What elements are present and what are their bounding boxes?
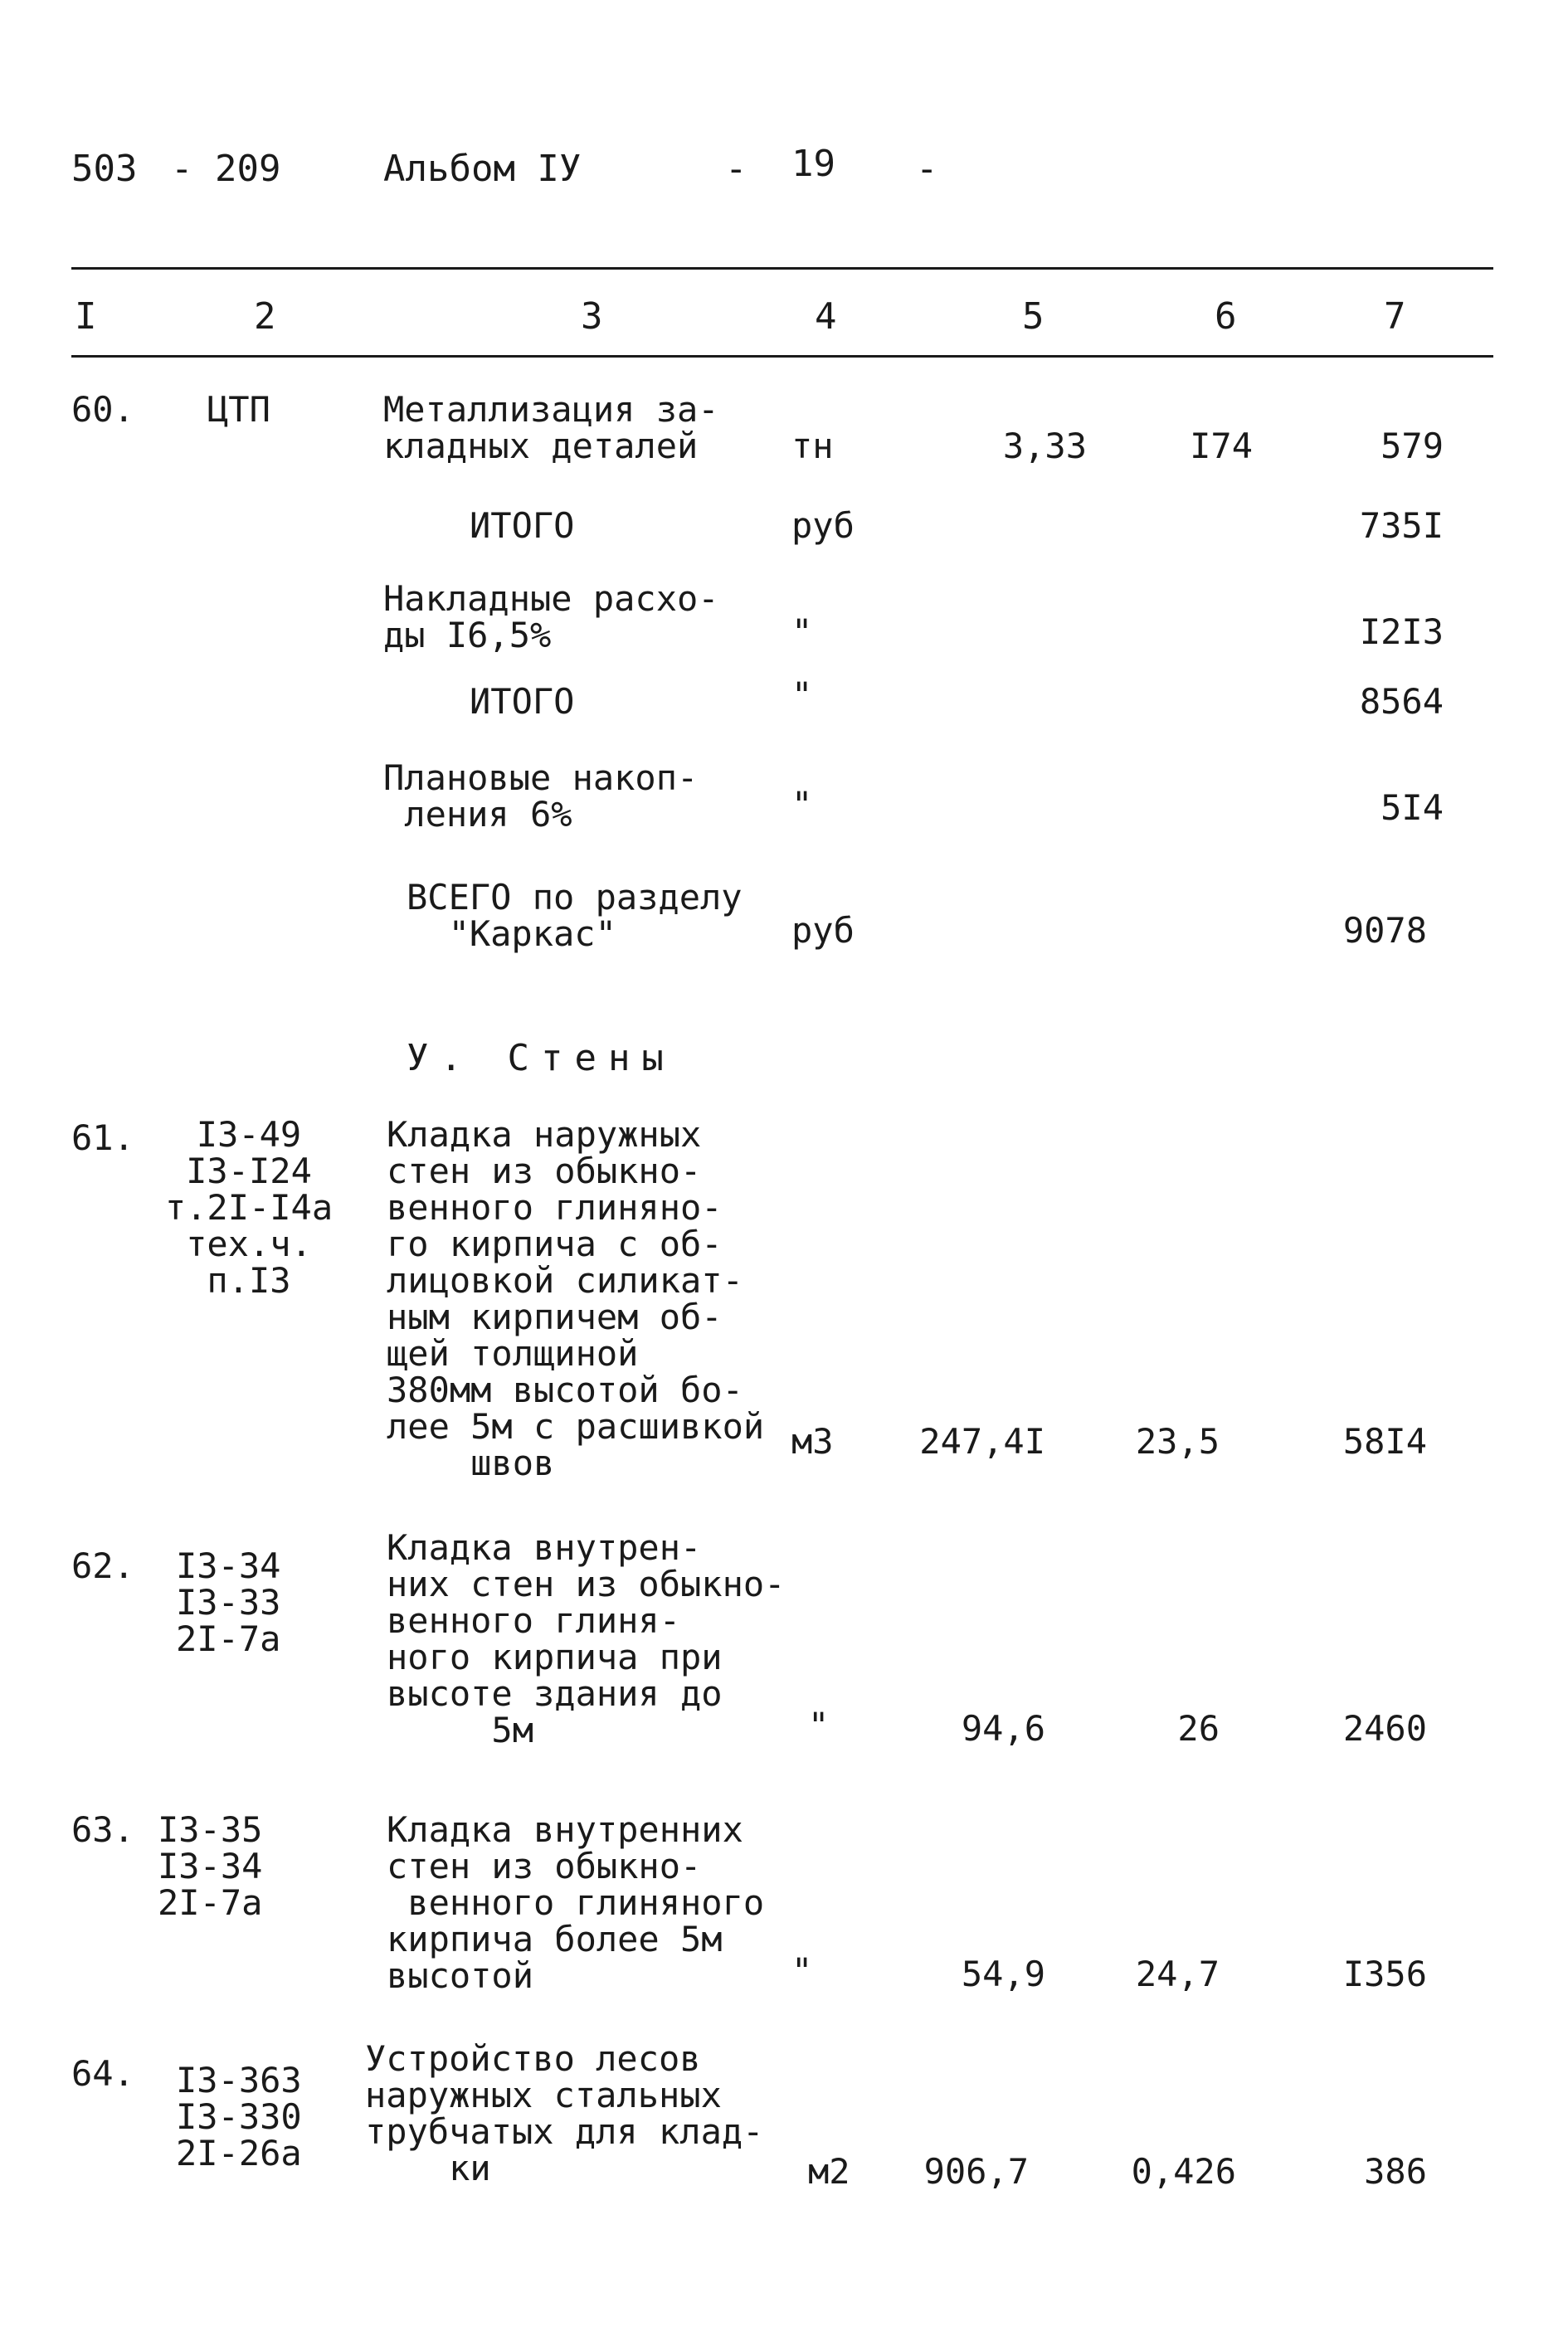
album-title: Альбом IУ	[383, 148, 582, 190]
section-title: У. Стены	[407, 1037, 675, 1079]
row-unit-price: 24,7	[1135, 1954, 1220, 1994]
header-bottom-rule	[71, 355, 1493, 358]
column-number-4: 4	[815, 295, 837, 338]
row-unit-price: I74	[1190, 426, 1253, 466]
row-description: Накладные расхо- ды I6,5%	[383, 578, 719, 655]
row-unit-price: 0,426	[1131, 2151, 1236, 2192]
column-number-3: 3	[581, 295, 603, 338]
row-number: 61.	[71, 1117, 134, 1158]
row-unit: "	[791, 611, 813, 652]
row-description: Кладка внутрен- них стен из обыкно- венного глиня- ного кирпича при высоте здания до 5м	[387, 1527, 786, 1750]
row-unit-price: 23,5	[1135, 1421, 1220, 1462]
row-unit: "	[791, 1950, 813, 1991]
row-unit: м2	[808, 2151, 850, 2192]
row-unit: тн	[791, 426, 834, 466]
row-unit-price: 26	[1177, 1708, 1220, 1749]
column-number-7: 7	[1384, 295, 1406, 338]
row-description: ВСЕГО по разделу "Каркас"	[407, 877, 743, 954]
row-total: 5I4	[1381, 787, 1444, 828]
row-unit: "	[808, 1705, 830, 1745]
row-total: 579	[1381, 426, 1444, 466]
row-number: 60.	[71, 389, 134, 430]
row-quantity: 94,6	[961, 1708, 1045, 1749]
row-description: Кладка наружных стен из обыкно- венного глиняно- го кирпича с об- лицовкой силикат- ным кирпичем об- щей толщиной 380мм высотой бо- лее 5м с расшивкой швов	[387, 1114, 765, 1483]
row-total: 2460	[1342, 1708, 1427, 1749]
row-description: ИТОГО	[470, 681, 575, 722]
row-total: 58I4	[1342, 1421, 1427, 1462]
page-number: 19	[791, 143, 835, 185]
row-unit: "	[791, 674, 813, 715]
row-reference: I3-49 I3-I24 т.2I-I4а тех.ч. п.I3	[164, 1114, 334, 1301]
row-total: 386	[1364, 2151, 1427, 2192]
row-number: 62.	[71, 1545, 134, 1586]
row-unit: руб	[791, 505, 855, 546]
column-number-1: I	[75, 295, 97, 338]
row-quantity: 3,33	[1002, 426, 1087, 466]
row-quantity: 247,4I	[919, 1421, 1045, 1462]
row-reference: I3-35 I3-34 2I-7а	[158, 1809, 263, 1923]
row-reference: I3-34 I3-33 2I-7а	[176, 1545, 281, 1659]
row-quantity: 906,7	[923, 2151, 1029, 2192]
row-description: Металлизация за- кладных деталей	[383, 389, 719, 466]
row-total: 8564	[1359, 681, 1444, 722]
row-description: ИТОГО	[470, 505, 575, 546]
row-description: Кладка внутренних стен из обыкно- венного глиняного кирпича более 5м высотой	[387, 1809, 765, 1996]
row-total: 735I	[1359, 505, 1444, 546]
row-reference: ЦТП	[207, 389, 270, 430]
row-description: Устройство лесов наружных стальных трубчатых для клад- ки	[365, 2038, 764, 2188]
row-unit: м3	[791, 1421, 834, 1462]
sheet-number: - 209	[171, 148, 281, 190]
row-total: I356	[1342, 1954, 1427, 1994]
row-description: Плановые накоп- ления 6%	[383, 757, 699, 835]
page-dash-right: -	[916, 148, 938, 190]
row-number: 63.	[71, 1809, 134, 1850]
column-number-6: 6	[1215, 295, 1237, 338]
row-number: 64.	[71, 2053, 134, 2094]
doc-number: 503	[71, 148, 138, 190]
column-number-2: 2	[254, 295, 276, 338]
row-unit: "	[791, 784, 813, 825]
row-quantity: 54,9	[961, 1954, 1045, 1994]
row-reference: I3-363 I3-330 2I-26а	[176, 2060, 302, 2173]
table-top-rule	[71, 267, 1493, 270]
row-unit: руб	[791, 910, 855, 951]
page-dash-left: -	[725, 148, 747, 190]
column-number-5: 5	[1022, 295, 1045, 338]
row-total: 9078	[1342, 910, 1427, 951]
row-total: I2I3	[1359, 611, 1444, 652]
